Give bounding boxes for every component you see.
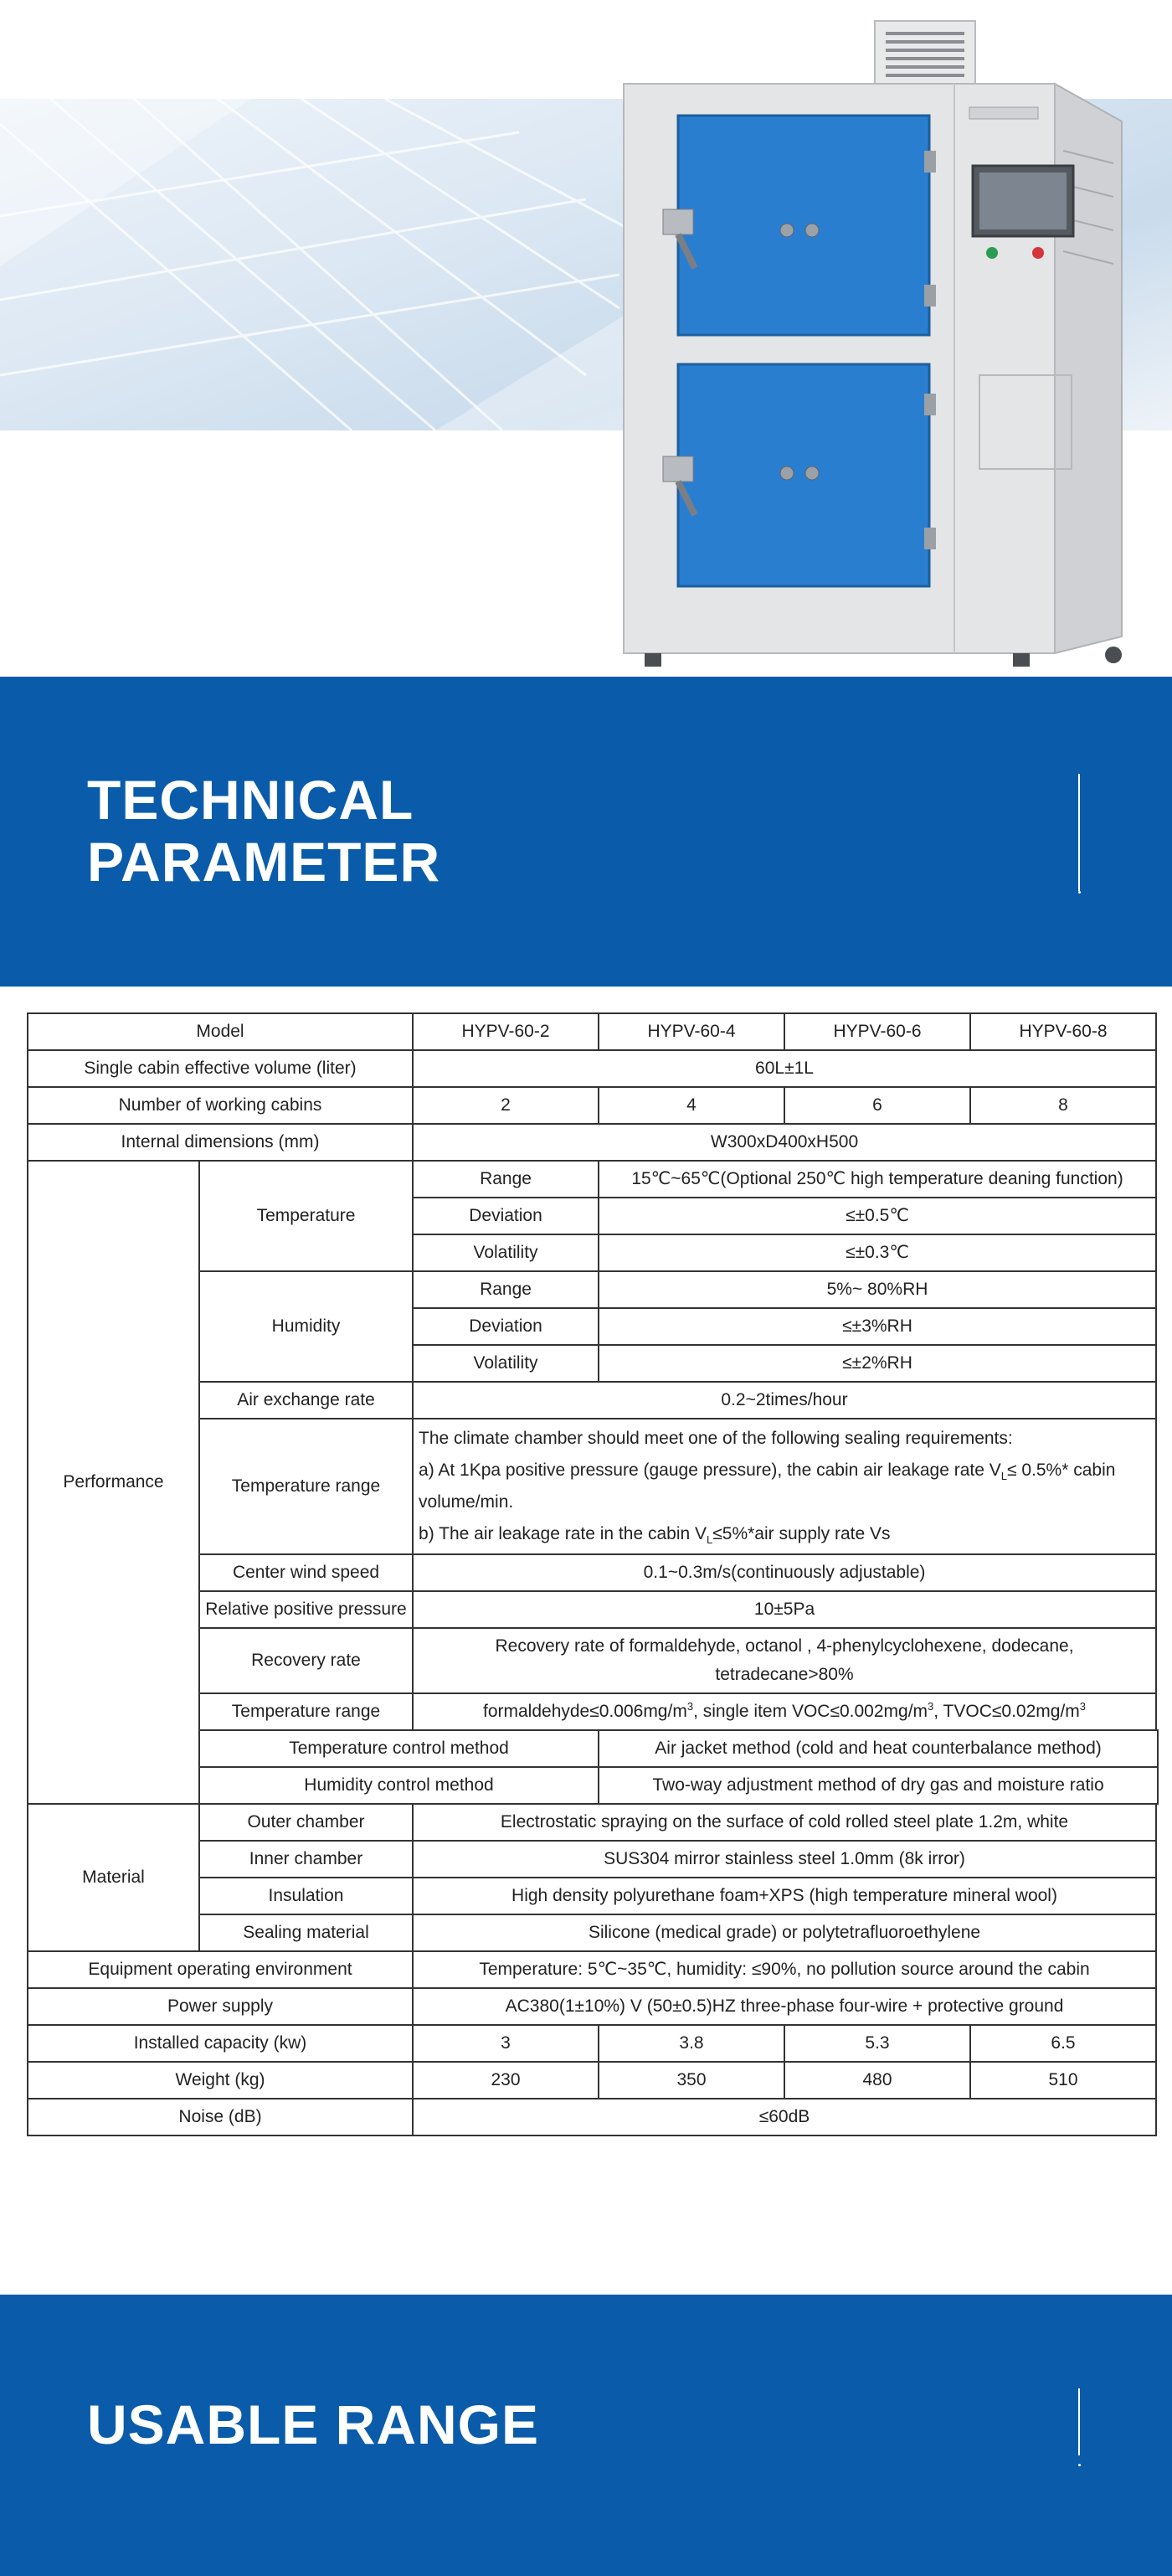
sealing-a-text: a) At 1Kpa positive pressure (gauge pressure), the cabin air leakage rate V: [419, 1461, 1001, 1480]
title-line-1: TECHNICAL: [87, 769, 414, 831]
wind-label: Center wind speed: [199, 1554, 413, 1591]
decor-dot: [1078, 2464, 1081, 2466]
cabins-cell: 4: [599, 1087, 784, 1124]
air-exchange-label: Air exchange rate: [199, 1382, 413, 1419]
superscript-3: 3: [928, 1700, 934, 1713]
dims-label: Internal dimensions (mm): [28, 1124, 413, 1161]
humidity-label: Humidity: [199, 1271, 413, 1382]
capacity-cell: 5.3: [784, 2025, 970, 2062]
sealing-temp-range-label: Temperature range: [199, 1419, 413, 1554]
voc-text: , single item VOC≤0.002mg/m: [693, 1702, 928, 1721]
sealing-b-text: b) The air leakage rate in the cabin V: [419, 1524, 707, 1543]
inner-label: Inner chamber: [199, 1841, 413, 1878]
sealing-requirements: [413, 1419, 1156, 1554]
deviation-label: Deviation: [413, 1198, 599, 1234]
table-row: [28, 1988, 1158, 2025]
outer-label: Outer chamber: [199, 1804, 413, 1841]
usable-range-banner: [0, 2295, 1172, 2576]
environment-label: Equipment operating environment: [28, 1951, 413, 1988]
model-cell: HYPV-60-4: [599, 1013, 784, 1050]
power-value: AC380(1±10%) V (50±0.5)HZ three-phase four-wire + protective ground: [413, 1988, 1156, 2025]
model-cell: HYPV-60-6: [784, 1013, 970, 1050]
sealing-material-value: Silicone (medical grade) or polytetrafluoroethylene: [413, 1914, 1156, 1951]
range-label: Range: [413, 1271, 599, 1308]
dims-value: W300xD400xH500: [413, 1124, 1156, 1161]
deviation-label: Deviation: [413, 1308, 599, 1345]
volatility-label: Volatility: [413, 1345, 599, 1382]
recovery-label: Recovery rate: [199, 1628, 413, 1693]
range-label: Range: [413, 1161, 599, 1198]
title-line-2: PARAMETER: [87, 831, 441, 893]
capacity-cell: 3: [413, 2025, 599, 2062]
technical-parameter-table: [27, 1012, 1159, 2136]
subscript-l: L: [707, 1533, 713, 1547]
cabins-cell: 6: [784, 1087, 970, 1124]
technical-parameter-banner: [0, 677, 1172, 987]
air-exchange-value: 0.2~2times/hour: [413, 1382, 1156, 1419]
volume-value: 60L±1L: [413, 1050, 1156, 1087]
cabins-cell: 8: [970, 1087, 1156, 1124]
temperature-label: Temperature: [199, 1161, 413, 1271]
decor-vertical-line: [1078, 774, 1080, 891]
table-row: [28, 2062, 1158, 2099]
table-row: [28, 2099, 1158, 2136]
volume-label: Single cabin effective volume (liter): [28, 1050, 413, 1087]
tvoc-text: , TVOC≤0.02mg/m: [933, 1702, 1080, 1721]
noise-label: Noise (dB): [28, 2099, 413, 2136]
sealing-material-label: Sealing material: [199, 1914, 413, 1951]
superscript-3: 3: [1079, 1700, 1087, 1713]
table-row: [28, 2025, 1158, 2062]
outer-value: Electrostatic spraying on the surface of cold rolled steel plate 1.2m, white: [413, 1804, 1156, 1841]
table-row: [28, 1050, 1158, 1087]
pressure-value: 10±5Pa: [413, 1591, 1156, 1628]
table-row: [28, 1124, 1158, 1161]
subscript-l: L: [1000, 1470, 1007, 1483]
performance-label: Performance: [28, 1161, 199, 1804]
table-row: [28, 1013, 1158, 1050]
weight-cell: 230: [413, 2062, 599, 2099]
background-temp-range-label: Temperature range: [199, 1693, 413, 1730]
weight-cell: 480: [784, 2062, 970, 2099]
capacity-label: Installed capacity (kw): [28, 2025, 413, 2062]
decor-vertical-line: [1078, 2388, 1080, 2455]
model-cell: HYPV-60-8: [970, 1013, 1156, 1050]
hum-range-value: 5%~ 80%RH: [599, 1271, 1156, 1308]
temp-volatility-value: ≤±0.3℃: [599, 1234, 1156, 1271]
climate-chamber-image: [611, 17, 1130, 670]
inner-value: SUS304 mirror stainless steel 1.0mm (8k irror): [413, 1841, 1156, 1878]
table-row: [28, 1161, 1158, 1198]
superscript-3: 3: [686, 1700, 694, 1713]
hum-deviation-value: ≤±3%RH: [599, 1308, 1156, 1345]
pressure-label: Relative positive pressure: [199, 1591, 413, 1628]
usable-range-title-text: USABLE RANGE: [87, 2393, 540, 2455]
material-label: Material: [28, 1804, 199, 1951]
hum-volatility-value: ≤±2%RH: [599, 1345, 1156, 1382]
temp-range-value: 15℃~65℃(Optional 250℃ high temperature deaning function): [599, 1161, 1156, 1198]
sealing-intro: The climate chamber should meet one of the following sealing requirements:: [419, 1429, 1013, 1448]
cabins-label: Number of working cabins: [28, 1087, 413, 1124]
hero-section: [0, 0, 1172, 677]
hum-control-label: Humidity control method: [199, 1767, 599, 1804]
hum-control-value: Two-way adjustment method of dry gas and moisture ratio: [599, 1767, 1158, 1804]
temp-control-value: Air jacket method (cold and heat counterbalance method): [599, 1730, 1158, 1767]
capacity-cell: 3.8: [599, 2025, 784, 2062]
temp-deviation-value: ≤±0.5℃: [599, 1198, 1156, 1234]
weight-label: Weight (kg): [28, 2062, 413, 2099]
power-label: Power supply: [28, 1988, 413, 2025]
capacity-cell: 6.5: [970, 2025, 1156, 2062]
table-row: [28, 1804, 1158, 1841]
sealing-b-tail: ≤5%*air supply rate Vs: [712, 1524, 891, 1543]
environment-value: Temperature: 5℃~35℃, humidity: ≤90%, no pollution source around the cabin: [413, 1951, 1156, 1988]
table-row: [28, 1951, 1158, 1988]
model-label: Model: [28, 1013, 413, 1050]
weight-cell: 350: [599, 2062, 784, 2099]
volatility-label: Volatility: [413, 1234, 599, 1271]
cabins-cell: 2: [413, 1087, 599, 1124]
noise-value: ≤60dB: [413, 2099, 1156, 2136]
technical-parameter-title: [87, 769, 440, 893]
usable-range-title: [87, 2393, 539, 2455]
background-concentration: [413, 1693, 1156, 1730]
recovery-value: Recovery rate of formaldehyde, octanol , 4-phenylcyclohexene, dodecane, tetradecane>80%: [413, 1628, 1156, 1693]
temp-control-label: Temperature control method: [199, 1730, 599, 1767]
formaldehyde-text: formaldehyde≤0.006mg/m: [483, 1702, 687, 1721]
model-cell: HYPV-60-2: [413, 1013, 599, 1050]
insulation-value: High density polyurethane foam+XPS (high temperature mineral wool): [413, 1878, 1156, 1914]
decor-dot: [1078, 891, 1081, 894]
table-row: [28, 1087, 1158, 1124]
insulation-label: Insulation: [199, 1878, 413, 1914]
weight-cell: 510: [970, 2062, 1156, 2099]
wind-value: 0.1~0.3m/s(continuously adjustable): [413, 1554, 1156, 1591]
sealing-a-tail: ≤ 0.5%* cabin volume/min.: [419, 1461, 1116, 1512]
